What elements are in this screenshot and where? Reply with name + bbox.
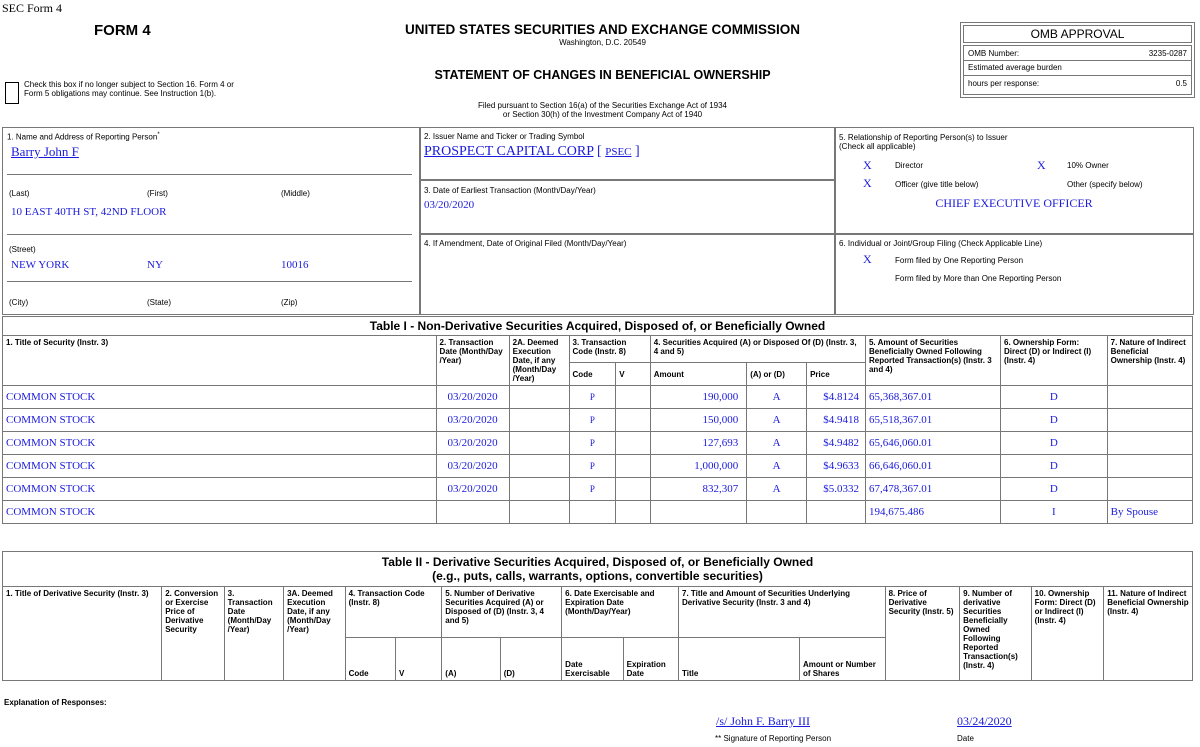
- ownership-form: I: [1001, 501, 1108, 524]
- ownership-form: D: [1001, 409, 1108, 432]
- v-flag: [616, 478, 651, 501]
- table-non-derivative: [2, 316, 1193, 524]
- box6-label: 6. Individual or Joint/Group Filing (Check Applicable Line): [839, 239, 1043, 248]
- table-row: [3, 409, 1193, 432]
- price: $4.8124: [807, 386, 866, 409]
- t1-col-code: 3. Transaction Code (Instr. 8): [569, 336, 650, 363]
- transaction-date: 03/20/2020: [436, 455, 509, 478]
- form-title: FORM 4: [94, 22, 151, 39]
- officer-title: CHIEF EXECUTIVE OFFICER: [935, 196, 1093, 210]
- t2-col-underlying: 7. Title and Amount of Securities Underlying Derivative Security (Instr. 3 and 4): [679, 587, 886, 638]
- transaction-date: 03/20/2020: [436, 478, 509, 501]
- acquired-disposed: A: [747, 409, 807, 432]
- box2-label: 2. Issuer Name and Ticker or Trading Symbol: [424, 132, 585, 141]
- table-row: [3, 501, 1193, 524]
- transaction-date: 03/20/2020: [436, 386, 509, 409]
- one-person-label: Form filed by One Reporting Person: [895, 256, 1024, 265]
- signature-date[interactable]: 03/24/2020: [957, 714, 1012, 728]
- multiple-persons-label: Form filed by More than One Reporting Person: [895, 274, 1062, 283]
- omb-hours-value: 0.5: [1175, 79, 1187, 88]
- state-label: (State): [147, 298, 172, 307]
- street-label: (Street): [9, 245, 36, 254]
- owned-following: 194,675.486: [865, 501, 1000, 524]
- transaction-code: P: [569, 478, 616, 501]
- table-row: [3, 432, 1193, 455]
- t2-col-exercisable: 6. Date Exercisable and Expiration Date (Month/Day/Year): [562, 587, 679, 638]
- omb-hours-label: hours per response:: [968, 79, 1040, 88]
- first-label: (First): [147, 189, 168, 198]
- v-flag: [616, 455, 651, 478]
- security-title: COMMON STOCK: [3, 501, 437, 524]
- omb-burden-label: Estimated average burden: [968, 63, 1062, 72]
- t1-sub-amount: Amount: [650, 363, 746, 386]
- table2-subtitle: (e.g., puts, calls, warrants, options, convertible securities): [432, 569, 763, 583]
- last-label: (Last): [9, 189, 30, 198]
- nature-of-ownership: [1107, 386, 1192, 409]
- t1-sub-price: Price: [807, 363, 866, 386]
- omb-number-value: 3235-0287: [1148, 49, 1187, 58]
- acquired-disposed: A: [747, 432, 807, 455]
- security-title: COMMON STOCK: [3, 409, 437, 432]
- t2-col-deriv-price: 8. Price of Derivative Security (Instr. 5): [885, 587, 960, 681]
- acquired-disposed: A: [747, 478, 807, 501]
- deemed-date: [509, 386, 569, 409]
- checkbox-text: Check this box if no longer subject to Section 16. Form 4 or Form 5 obligations may continue. See Instruction 1(b).: [24, 80, 234, 98]
- omb-title: OMB APPROVAL: [963, 25, 1192, 43]
- amount: 1,000,000: [650, 455, 746, 478]
- t1-sub-v: V: [616, 363, 651, 386]
- signature[interactable]: /s/ John F. Barry III: [716, 714, 811, 728]
- security-title: COMMON STOCK: [3, 455, 437, 478]
- ownership-form: D: [1001, 478, 1108, 501]
- box1-label: 1. Name and Address of Reporting Person*: [7, 132, 160, 142]
- filed-pursuant-2: or Section 30(h) of the Investment Company Act of 1940: [502, 110, 703, 119]
- table2-title-cell: [3, 552, 1193, 587]
- transaction-code: [569, 501, 616, 524]
- box5-sublabel: (Check all applicable): [839, 142, 916, 151]
- security-title: COMMON STOCK: [3, 478, 437, 501]
- price: $5.0332: [807, 478, 866, 501]
- t1-sub-aord: (A) or (D): [747, 363, 807, 386]
- box-relationship: [834, 127, 1194, 235]
- officer-label: Officer (give title below): [895, 180, 979, 189]
- box-filing-type: [834, 233, 1194, 315]
- transaction-code: P: [569, 409, 616, 432]
- amount: 150,000: [650, 409, 746, 432]
- t2-col-price: 2. Conversion or Exercise Price of Derivative Security: [162, 587, 224, 681]
- explanation-label: Explanation of Responses:: [4, 698, 107, 707]
- ten-percent-owner-mark: X: [1037, 158, 1046, 172]
- director-mark: X: [863, 158, 872, 172]
- director-label: Director: [895, 161, 924, 170]
- t1-col-acquired: 4. Securities Acquired (A) or Disposed Of (D) (Instr. 3, 4 and 5): [650, 336, 865, 363]
- table-row: [3, 386, 1193, 409]
- owned-following: 67,478,367.01: [865, 478, 1000, 501]
- officer-mark: X: [863, 176, 872, 190]
- t1-col-date: 2. Transaction Date (Month/Day /Year): [436, 336, 509, 386]
- t1-col-title: 1. Title of Security (Instr. 3): [3, 336, 437, 386]
- acquired-disposed: [747, 501, 807, 524]
- owned-following: 65,368,367.01: [865, 386, 1000, 409]
- t1-col-owned: 5. Amount of Securities Beneficially Owned Following Reported Transaction(s) (Instr. 3 and 4): [865, 336, 1000, 386]
- security-title: COMMON STOCK: [3, 386, 437, 409]
- t2-sub-exercisable: Date Exercisable: [562, 638, 623, 681]
- nature-of-ownership: [1107, 409, 1192, 432]
- middle-label: (Middle): [281, 189, 310, 198]
- t2-col-title: 1. Title of Derivative Security (Instr. 3): [3, 587, 162, 681]
- agency-name: UNITED STATES SECURITIES AND EXCHANGE COMMISSION: [404, 22, 801, 37]
- agency-location: Washington, D.C. 20549: [559, 38, 646, 47]
- deemed-date: [509, 409, 569, 432]
- table-derivative: [2, 551, 1193, 681]
- price: $4.9418: [807, 409, 866, 432]
- zip-label: (Zip): [281, 298, 298, 307]
- ten-percent-owner-label: 10% Owner: [1067, 161, 1109, 170]
- ticker-link[interactable]: PSEC: [605, 146, 632, 158]
- box5-label: 5. Relationship of Reporting Person(s) to Issuer: [839, 133, 1008, 142]
- price: $4.9633: [807, 455, 866, 478]
- box3-label: 3. Date of Earliest Transaction (Month/Day/Year): [424, 186, 596, 195]
- security-title: COMMON STOCK: [3, 432, 437, 455]
- t2-col-nature: 11. Nature of Indirect Beneficial Ownership (Instr. 4): [1104, 587, 1193, 681]
- t2-col-code: 4. Transaction Code (Instr. 8): [345, 587, 442, 638]
- v-flag: [616, 409, 651, 432]
- transaction-code: P: [569, 455, 616, 478]
- t1-col-deemed: 2A. Deemed Execution Date, if any (Month/Day /Year): [509, 336, 569, 386]
- issuer-line: PROSPECT CAPITAL CORP [ PSEC ]: [424, 144, 640, 159]
- sec-form-label: SEC Form 4: [2, 1, 63, 15]
- transaction-date: [436, 501, 509, 524]
- v-flag: [616, 501, 651, 524]
- signature-label: ** Signature of Reporting Person: [715, 734, 832, 743]
- city-value: NEW YORK: [11, 259, 70, 271]
- date-label: Date: [957, 734, 974, 743]
- ownership-form: D: [1001, 386, 1108, 409]
- acquired-disposed: A: [747, 455, 807, 478]
- t2-sub-d: (D): [500, 638, 561, 681]
- t2-sub-v: V: [395, 638, 441, 681]
- t2-sub-code: Code: [345, 638, 395, 681]
- filed-pursuant-1: Filed pursuant to Section 16(a) of the Securities Exchange Act of 1934: [477, 101, 728, 110]
- table1-title: Table I - Non-Derivative Securities Acquired, Disposed of, or Beneficially Owned: [3, 317, 1193, 336]
- amount: 127,693: [650, 432, 746, 455]
- acquired-disposed: A: [747, 386, 807, 409]
- t2-col-form: 10. Ownership Form: Direct (D) or Indirect (I) (Instr. 4): [1031, 587, 1104, 681]
- v-flag: [616, 386, 651, 409]
- earliest-date: 03/20/2020: [424, 199, 475, 211]
- amount: 190,000: [650, 386, 746, 409]
- t1-col-form: 6. Ownership Form: Direct (D) or Indirect (I) (Instr. 4): [1001, 336, 1108, 386]
- deemed-date: [509, 478, 569, 501]
- t2-sub-amount: Amount or Number of Shares: [799, 638, 885, 681]
- table2-title: Table II - Derivative Securities Acquired, Disposed of, or Beneficially Owned: [381, 555, 814, 569]
- box-issuer: [419, 127, 836, 181]
- statement-title: STATEMENT OF CHANGES IN BENEFICIAL OWNERSHIP: [434, 68, 771, 82]
- reporting-person-name[interactable]: Barry John F: [11, 144, 79, 159]
- t1-col-nature: 7. Nature of Indirect Beneficial Ownership (Instr. 4): [1107, 336, 1192, 386]
- box4-label: 4. If Amendment, Date of Original Filed (Month/Day/Year): [424, 239, 627, 248]
- t2-col-deemed: 3A. Deemed Execution Date, if any (Month/Day /Year): [284, 587, 345, 681]
- ownership-form: D: [1001, 432, 1108, 455]
- box-amendment: [419, 233, 836, 315]
- box-earliest-date: [419, 179, 836, 235]
- transaction-date: 03/20/2020: [436, 409, 509, 432]
- t2-col-number: 5. Number of Derivative Securities Acquired (A) or Disposed of (D) (Instr. 3, 4 and 5): [442, 587, 562, 638]
- v-flag: [616, 432, 651, 455]
- city-label: (City): [9, 298, 29, 307]
- deemed-date: [509, 501, 569, 524]
- deemed-date: [509, 432, 569, 455]
- t2-sub-title: Title: [679, 638, 800, 681]
- transaction-date: 03/20/2020: [436, 432, 509, 455]
- nature-of-ownership: By Spouse: [1107, 501, 1192, 524]
- omb-number-label: OMB Number:: [968, 49, 1020, 58]
- table-row: [3, 455, 1193, 478]
- one-person-mark: X: [863, 252, 872, 266]
- amount: [650, 501, 746, 524]
- box-reporting-person: [2, 127, 421, 315]
- transaction-code: P: [569, 386, 616, 409]
- issuer-link[interactable]: PROSPECT CAPITAL CORP: [424, 144, 594, 159]
- table-row: [3, 478, 1193, 501]
- t2-col-date: 3. Transaction Date (Month/Day /Year): [224, 587, 283, 681]
- t1-sub-code: Code: [569, 363, 616, 386]
- t2-sub-a: (A): [442, 638, 500, 681]
- state-value: NY: [147, 259, 163, 271]
- t2-col-owned: 9. Number of derivative Securities Beneficially Owned Following Reported Transaction(s) (Instr. 4): [960, 587, 1032, 681]
- nature-of-ownership: [1107, 455, 1192, 478]
- nature-of-ownership: [1107, 432, 1192, 455]
- other-label: Other (specify below): [1067, 180, 1143, 189]
- transaction-code: P: [569, 432, 616, 455]
- owned-following: 65,646,060.01: [865, 432, 1000, 455]
- owned-following: 66,646,060.01: [865, 455, 1000, 478]
- t2-sub-expiration: Expiration Date: [623, 638, 678, 681]
- deemed-date: [509, 455, 569, 478]
- owned-following: 65,518,367.01: [865, 409, 1000, 432]
- street-address: 10 EAST 40TH ST, 42ND FLOOR: [11, 206, 167, 218]
- nature-of-ownership: [1107, 478, 1192, 501]
- omb-approval-box: [960, 22, 1195, 98]
- price: [807, 501, 866, 524]
- zip-value: 10016: [281, 259, 309, 271]
- price: $4.9482: [807, 432, 866, 455]
- ownership-form: D: [1001, 455, 1108, 478]
- section16-checkbox[interactable]: [5, 82, 19, 104]
- amount: 832,307: [650, 478, 746, 501]
